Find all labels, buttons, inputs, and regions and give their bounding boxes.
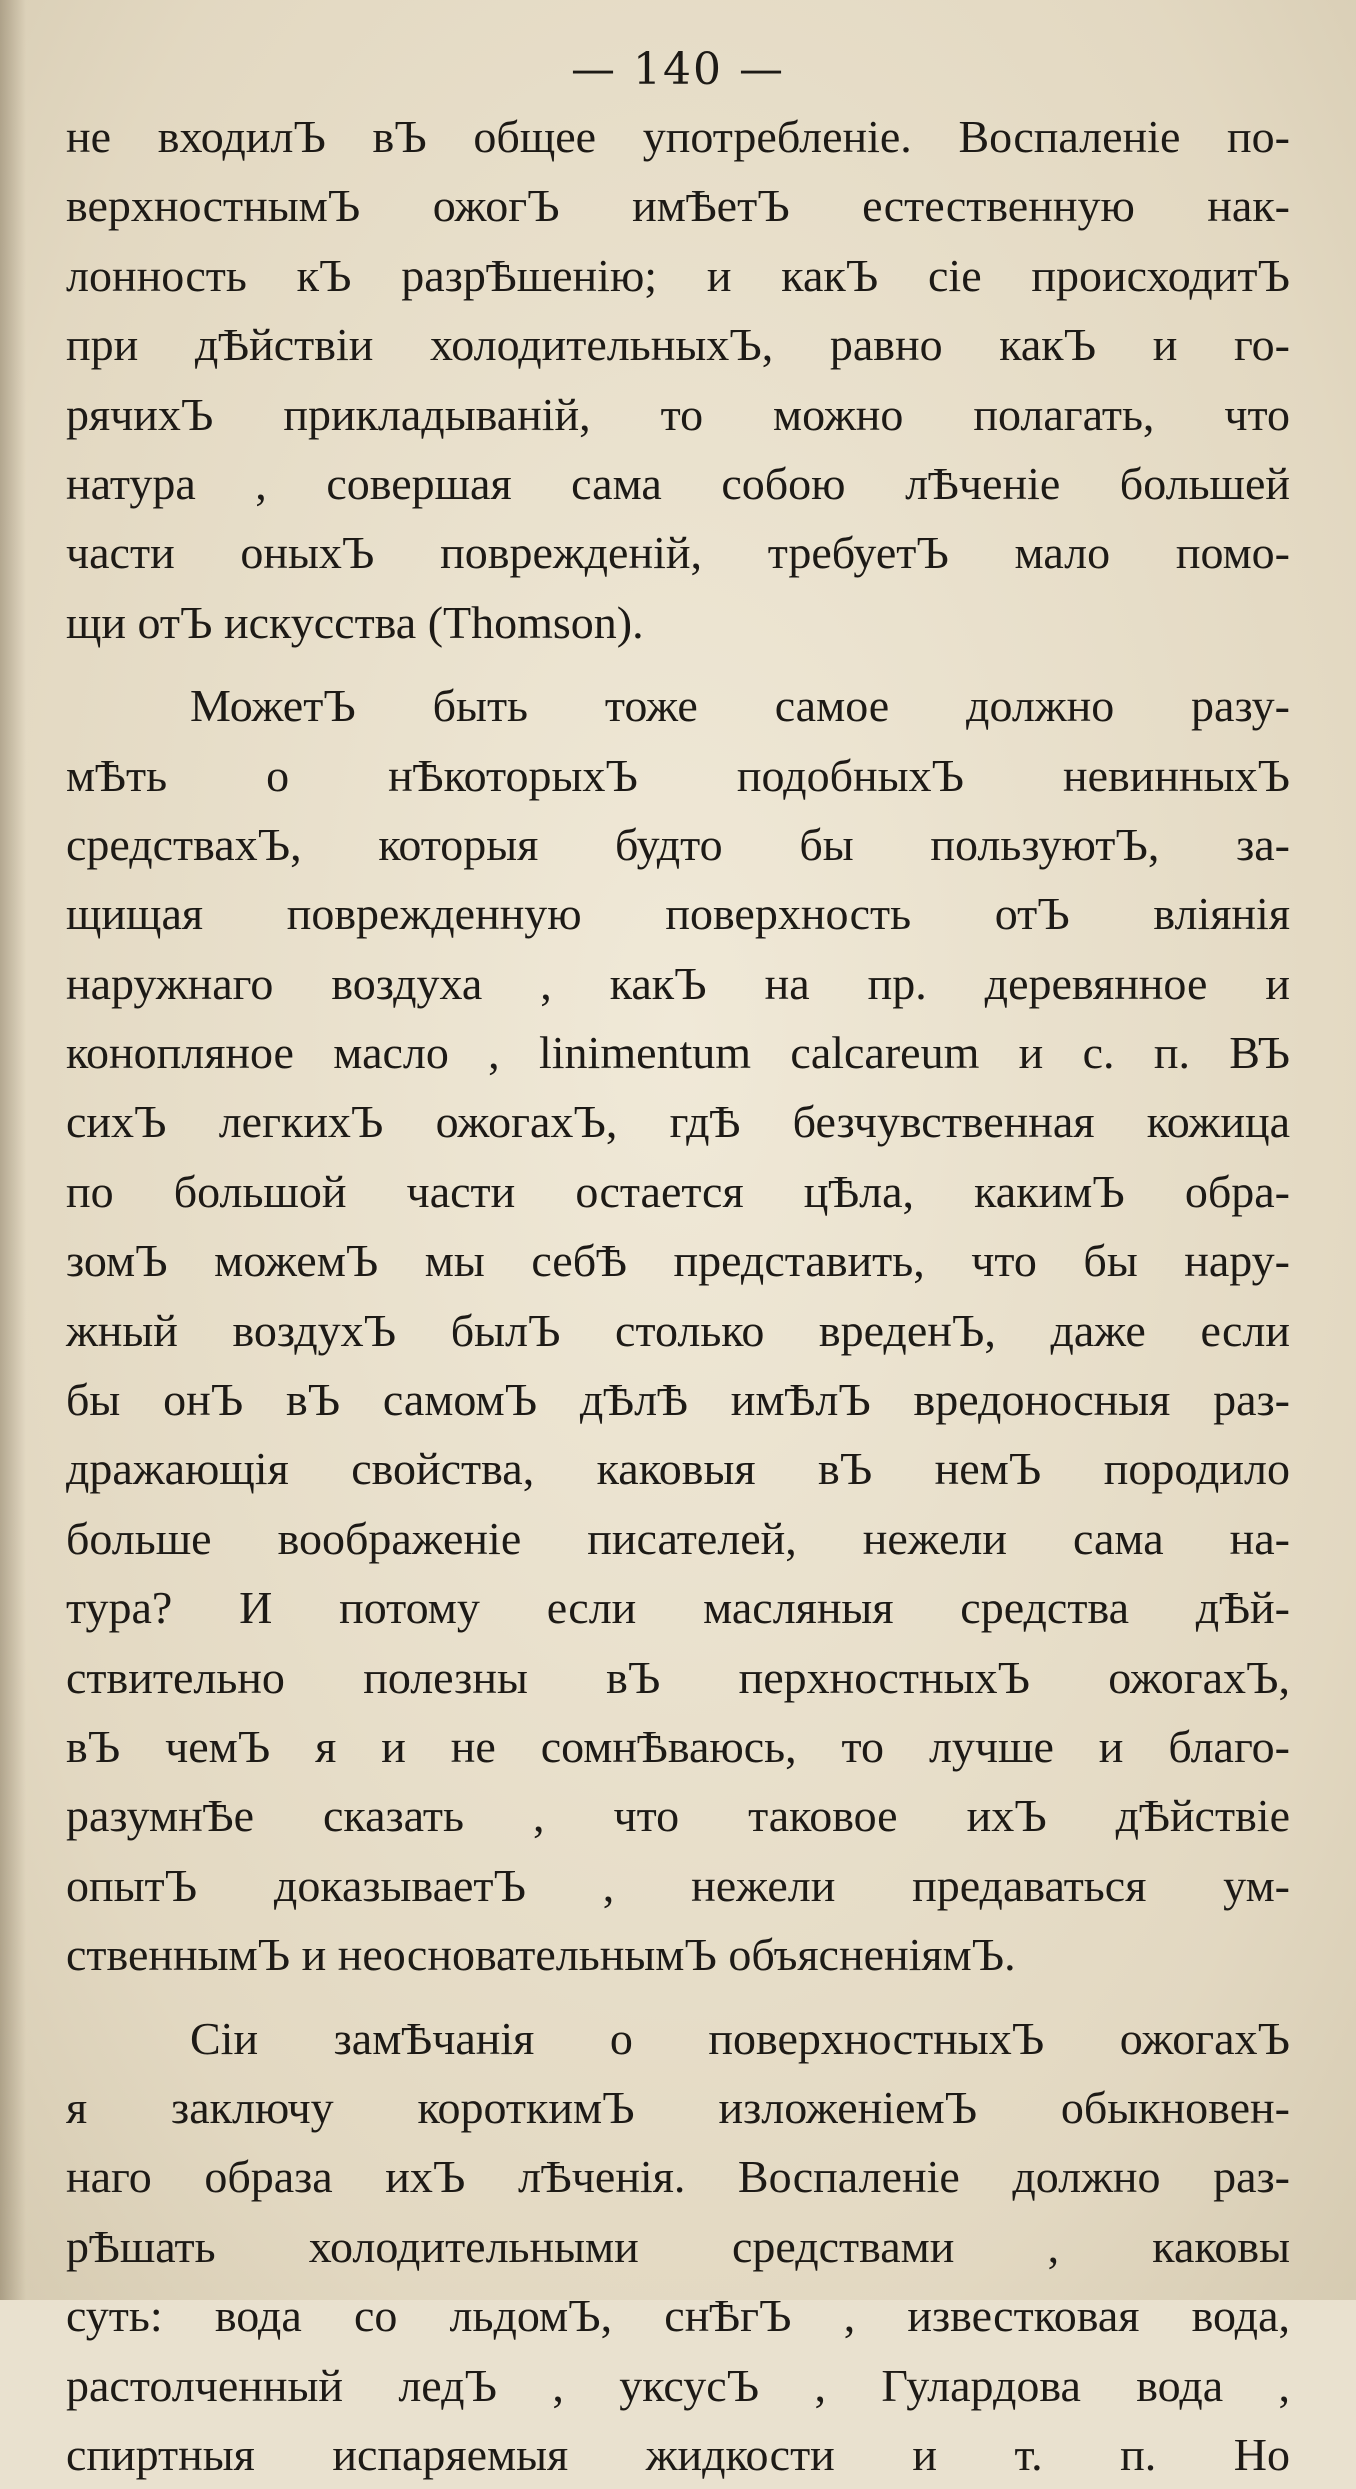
text-line: при дѢйствіи холодительныхЪ, равно какЪ и го- — [66, 319, 1290, 371]
text-line: по большой части остается цѢла, какимЪ обра- — [66, 1165, 1290, 1217]
text-line: щищая поврежденную поверхность отЪ вліянія — [66, 888, 1290, 940]
text-line: зомЪ можемЪ мы себѢ представить, что бы нару- — [66, 1235, 1290, 1287]
text-line: тура? И потому если масляныя средства дѢй- — [66, 1582, 1290, 1634]
text-line: ствительно полезны вЪ перхностныхЪ ожогахЪ, — [66, 1651, 1290, 1703]
text-line: Сіи замѢчанія о поверхностныхЪ ожогахЪ — [190, 2012, 1290, 2064]
paragraph-2 — [66, 671, 1290, 1989]
text-line: конопляное масло , linimentum calcareum и с. п. ВЪ — [66, 1027, 1290, 1079]
paragraph-gap — [66, 1990, 1290, 2004]
text-line: дражающія свойства, каковыя вЪ немЪ породило — [66, 1443, 1290, 1495]
text-line: наружнаго воздуха , какЪ на пр. деревянное и — [66, 957, 1290, 1009]
text-line: верхностнымЪ ожогЪ имѢетЪ естественную нак- — [66, 180, 1290, 232]
text-line: вЪ чемЪ я и не сомнѢваюсь, то лучше и благо- — [66, 1720, 1290, 1772]
text-line: я заключу короткимЪ изложеніемЪ обыкновен- — [66, 2081, 1290, 2133]
text-line: опытЪ доказываетЪ , нежели предаваться ум- — [66, 1859, 1290, 1911]
text-line: растолченный ледЪ , уксусЪ , Гулардова вода , — [66, 2359, 1290, 2411]
text-line: мѢть о нѢкоторыхЪ подобныхЪ невинныхЪ — [66, 749, 1290, 801]
text-line: щи отЪ искусства (Thomson). — [66, 596, 644, 648]
text-line: жный воздухЪ былЪ столько вреденЪ, даже если — [66, 1304, 1290, 1356]
paragraph-gap — [66, 657, 1290, 671]
body-text — [66, 102, 1290, 2489]
text-line: рячихЪ прикладываній, то можно полагать, что — [66, 388, 1290, 440]
text-line: части оныхЪ поврежденій, требуетЪ мало помо- — [66, 527, 1290, 579]
text-line: лонность кЪ разрѢшенію; и какЪ сіе происходитЪ — [66, 249, 1290, 301]
binding-shadow — [0, 0, 26, 2300]
text-line: рѢшать холодительными средствами , каковы — [66, 2220, 1290, 2272]
text-line: натура , совершая сама собою лѢченіе большей — [66, 457, 1290, 509]
text-line: сихЪ легкихЪ ожогахЪ, гдѢ безчувственная кожица — [66, 1096, 1290, 1148]
text-line: больше воображеніе писателей, нежели сама на- — [66, 1512, 1290, 1564]
paragraph-1 — [66, 102, 1290, 657]
text-line: ственнымЪ и неосновательнымЪ объясненіямЪ. — [66, 1929, 1016, 1981]
paragraph-3 — [66, 2004, 1290, 2489]
text-line: разумнѢе сказать , что таковое ихЪ дѢйствіе — [66, 1790, 1290, 1842]
text-line: спиртныя испаряемыя жидкости и т. п. Но — [66, 2428, 1290, 2480]
text-line: не входилЪ вЪ общее употребленіе. Воспаленіе по- — [66, 111, 1290, 162]
text-line: средствахЪ, которыя будто бы пользуютЪ, за- — [66, 818, 1290, 870]
text-line: суть: вода со льдомЪ, снѢгЪ , известковая вода, — [66, 2290, 1290, 2342]
text-line: МожетЪ быть тоже самое должно разу- — [190, 680, 1290, 732]
text-line: наго образа ихЪ лѢченія. Воспаленіе должно раз- — [66, 2151, 1290, 2203]
text-line: бы онЪ вЪ самомЪ дѢлѢ имѢлЪ вредоносныя раз- — [66, 1374, 1290, 1426]
page-number: — 140 — — [571, 44, 785, 95]
